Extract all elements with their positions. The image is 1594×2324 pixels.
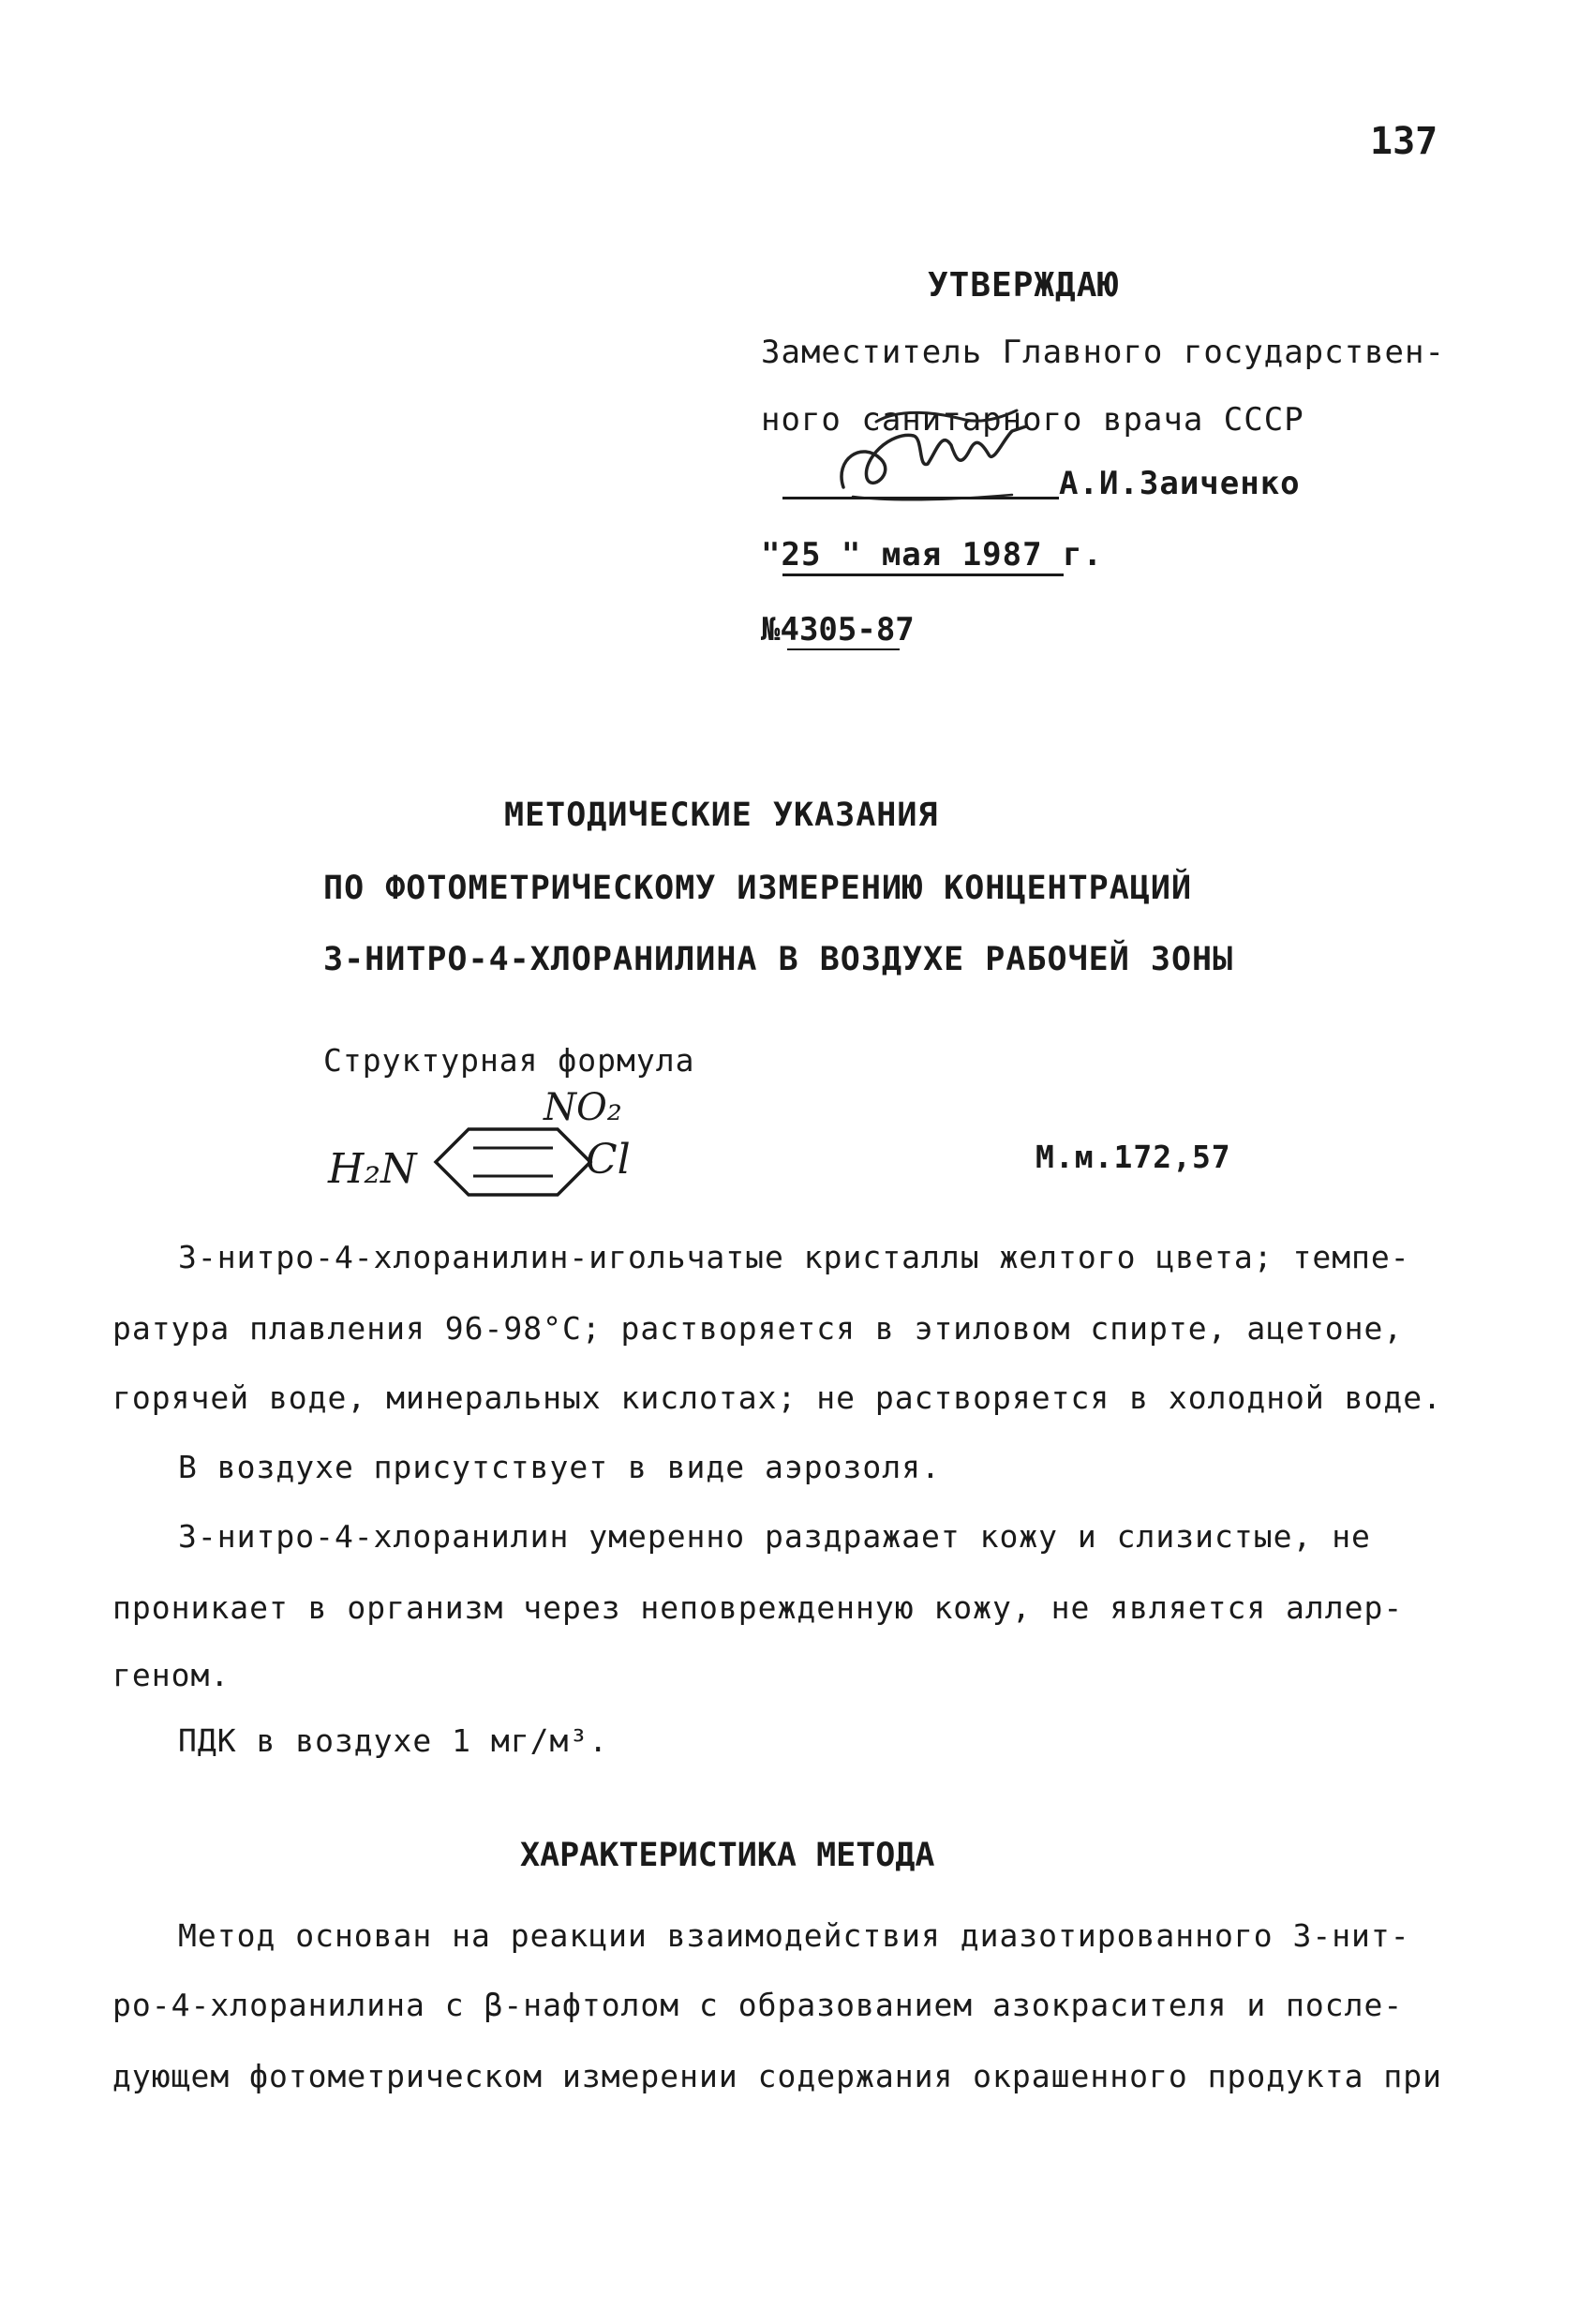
section-heading: ХАРАКТЕРИСТИКА МЕТОДА [520, 1837, 935, 1874]
signature-image [825, 403, 1050, 506]
structural-formula [319, 1078, 712, 1199]
document-title-line-2: ПО ФОТОМЕТРИЧЕСКОМУ ИЗМЕРЕНИЮ КОНЦЕНТРАЦИЙ [323, 870, 1193, 907]
signature-line [782, 497, 1059, 499]
molar-mass: М.м.172,57 [1035, 1139, 1231, 1175]
section-line: дующем фотометрическом измерении содержания окрашенного продукта при [112, 2058, 1443, 2094]
page-number: 137 [1370, 120, 1438, 163]
document-title-line-3: 3-НИТРО-4-ХЛОРАНИЛИНА В ВОЗДУХЕ РАБОЧЕЙ ЗОНЫ [323, 941, 1234, 978]
formula-label: Структурная формула [323, 1042, 695, 1079]
body-line: 3-нитро-4-хлоранилин-игольчатые кристаллы желтого цвета; темпе- [178, 1239, 1410, 1275]
approver-name: А.И.Заиченко [1059, 465, 1301, 502]
benzene-ring [436, 1129, 590, 1195]
body-line: В воздухе присутствует в виде аэрозоля. [178, 1449, 941, 1485]
body-line: горячей воде, минеральных кислотах; не растворяется в холодной воде. [112, 1379, 1443, 1416]
body-line: ратура плавления 96-98°С; растворяется в этиловом спирте, ацетоне, [112, 1310, 1404, 1347]
approval-title: УТВЕРЖДАЮ [928, 266, 1120, 305]
date-underline [782, 574, 1064, 576]
body-line: 3-нитро-4-хлоранилин умеренно раздражает кожу и слизистые, не [178, 1518, 1371, 1555]
body-line: геном. [112, 1657, 231, 1693]
body-line: проникает в организм через неповрежденную кожу, не является аллер- [112, 1589, 1404, 1626]
document-title-line-1: МЕТОДИЧЕСКИЕ УКАЗАНИЯ [504, 797, 939, 834]
formula-chlorine: Cl [586, 1136, 631, 1184]
formula-nitro-group: NO₂ [544, 1086, 622, 1129]
approver-position-line-1: Заместитель Главного государствен- [761, 334, 1445, 371]
section-line: Метод основан на реакции взаимодействия диазотированного 3-нит- [178, 1917, 1410, 1954]
formula-amine-group: H₂N [328, 1145, 417, 1193]
approval-date: "25 " мая 1987 г. [761, 536, 1103, 574]
section-line: ро-4-хлоранилина с β-нафтолом с образованием азокрасителя и после- [112, 1987, 1404, 2023]
approver-position-line-2: ного санитарного врача СССР [761, 401, 1304, 439]
document-number-underline [787, 648, 900, 650]
document-number: №4305-87 [761, 611, 915, 648]
body-line: ПДК в воздухе 1 мг/м³. [178, 1722, 609, 1759]
